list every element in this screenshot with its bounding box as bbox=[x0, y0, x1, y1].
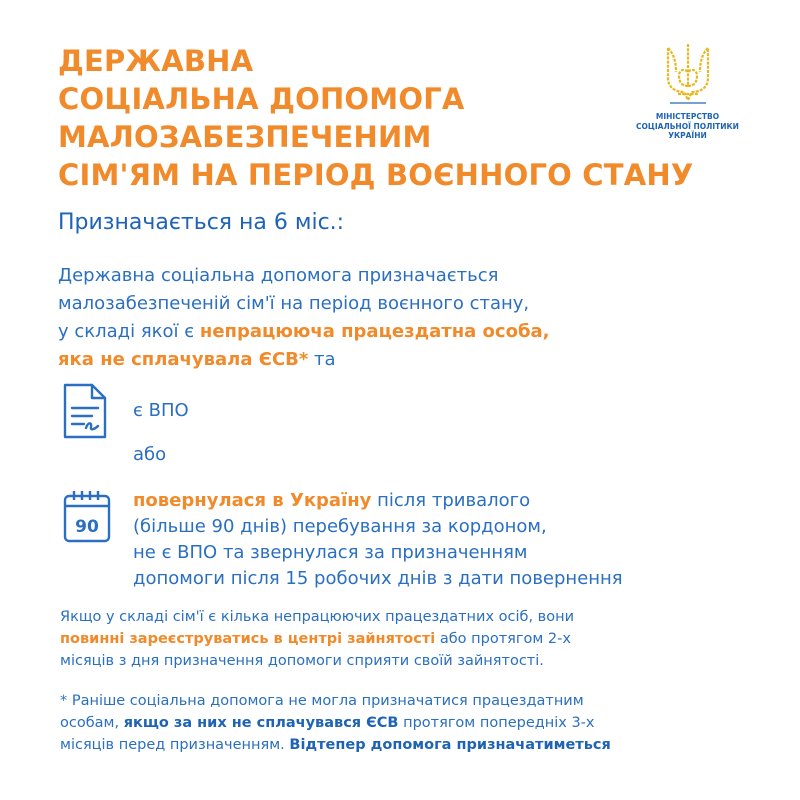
intro-line: Державна соціальна допомога призначається bbox=[58, 265, 499, 286]
returned-text: після тривалого bbox=[371, 490, 531, 511]
ministry-logo bbox=[630, 42, 745, 162]
ministry-name-line: СОЦІАЛЬНОЇ ПОЛІТИКИ bbox=[636, 121, 739, 131]
footnote-text: місяців перед призначенням. bbox=[60, 737, 290, 753]
title-line: СОЦІАЛЬНА ДОПОМОГА bbox=[58, 82, 465, 116]
note-line bbox=[60, 628, 574, 650]
footnote bbox=[60, 690, 611, 756]
calendar-number: 90 bbox=[75, 517, 99, 537]
intro-highlight: яка не сплачувала ЄСВ* bbox=[58, 349, 309, 370]
intro-highlight: непрацююча працездатна особа, bbox=[199, 321, 550, 342]
returned-highlight: повернулася в Україну bbox=[133, 490, 372, 511]
note-text: або протягом 2-х bbox=[435, 631, 571, 647]
intro-text: та bbox=[308, 349, 336, 370]
returned-item bbox=[133, 488, 623, 592]
page-title bbox=[58, 42, 693, 194]
footnote-bold: Відтепер допомога призначатиметься bbox=[289, 737, 611, 753]
intro-line bbox=[58, 318, 550, 346]
intro-text: у складі якої є bbox=[58, 321, 200, 342]
calendar-icon bbox=[62, 488, 112, 544]
returned-line: не є ВПО та звернулася за призначенням bbox=[133, 542, 528, 563]
note-highlight: повинні зареєструватись в центрі зайнятості bbox=[60, 631, 436, 647]
returned-line: допомоги після 15 робочих днів з дати повернення bbox=[133, 568, 623, 589]
intro-line bbox=[58, 346, 550, 374]
footnote-line: * Раніше соціальна допомога не могла призначатися працездатним bbox=[60, 693, 584, 709]
duration-subtitle: Призначається на 6 міс.: bbox=[58, 210, 345, 235]
ministry-name-line: УКРАЇНИ bbox=[668, 131, 707, 140]
note-line: місяців з дня призначення допомоги сприяти своїй зайнятості. bbox=[60, 653, 544, 669]
note-line: Якщо у складі сім'ї є кілька непрацюючих працездатних осіб, вони bbox=[60, 609, 574, 625]
intro-line: малозабезпеченій сім'ї на період воєнного стану, bbox=[58, 293, 530, 314]
intro-paragraph bbox=[58, 262, 550, 374]
trident-icon bbox=[662, 42, 714, 106]
returned-line bbox=[133, 488, 623, 514]
returned-line: (більше 90 днів) перебування за кордоном, bbox=[133, 516, 547, 537]
document-icon bbox=[62, 382, 108, 440]
or-label: або bbox=[133, 444, 167, 465]
footnote-bold: якщо за них не сплачувався ЄСВ bbox=[123, 715, 399, 731]
footnote-line bbox=[60, 712, 611, 734]
title-line: МАЛОЗАБЕЗПЕЧЕНИМ bbox=[58, 120, 432, 154]
employment-note bbox=[60, 606, 574, 672]
ministry-name bbox=[630, 112, 745, 141]
title-line: ДЕРЖАВНА bbox=[58, 44, 254, 78]
vpo-item: є ВПО bbox=[133, 400, 189, 421]
footnote-line bbox=[60, 734, 611, 756]
ministry-name-line: МІНІСТЕРСТВО bbox=[655, 112, 720, 121]
title-line: СІМ'ЯМ НА ПЕРІОД ВОЄННОГО СТАНУ bbox=[58, 158, 694, 192]
footnote-text: особам, bbox=[60, 715, 124, 731]
footnote-text: протягом попередніх 3-х bbox=[398, 715, 595, 731]
